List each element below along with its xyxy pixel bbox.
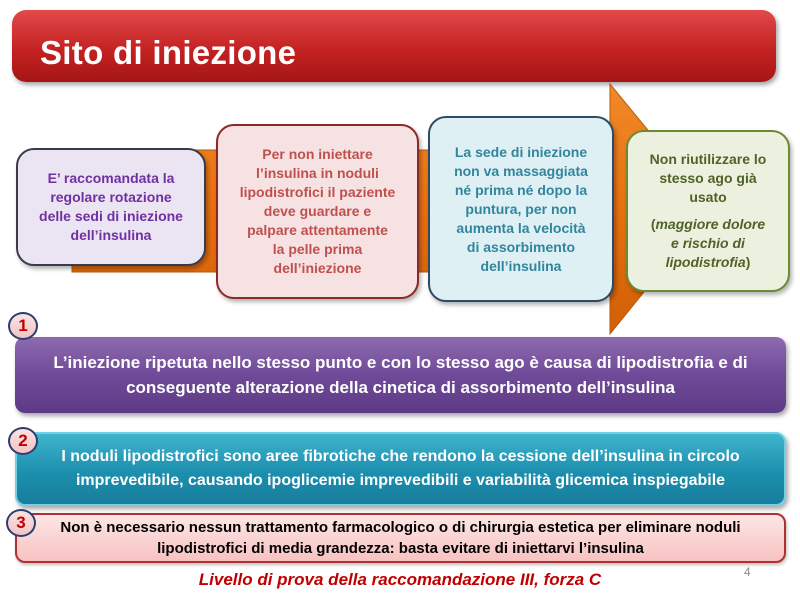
step-3-line: puntura, per non	[465, 200, 577, 217]
step-4-line: Non riutilizzare lo	[649, 151, 767, 167]
step-box-palpate	[216, 124, 419, 299]
slide-title: Sito di iniezione	[40, 34, 297, 71]
step-3-line: né prima né dopo la	[454, 181, 588, 198]
step-box-no-massage	[428, 116, 614, 302]
step-2-line: Per non iniettare	[262, 146, 373, 162]
step-2-line: la pelle prima	[272, 241, 363, 257]
step-3-line: aumenta la velocità	[456, 219, 586, 236]
statement-3-text: Non è necessario nessun trattamento farmacologico o di chirurgia estetica per eliminare noduli lipodistrofici di media grandezza: basta evitare di iniettarvi l’insulina	[60, 519, 741, 557]
step-4-line: usato	[689, 189, 727, 205]
statement-1-bar	[15, 337, 786, 413]
step-4-note: lipodistrofia	[665, 254, 746, 270]
note-open-paren: (	[650, 216, 656, 232]
step-2-line: dell’iniezione	[273, 260, 362, 276]
statement-1-text: L’iniezione ripetuta nello stesso punto e con lo stesso ago è causa di lipodistrofia e di conseguente alterazione della cinetica di assorbimento dell’insulina	[53, 353, 748, 397]
step-box-no-reuse-needle	[626, 130, 790, 292]
evidence-level-footer: Livello di prova della raccomandazione III, forza C	[198, 570, 602, 589]
step-2-line: l’insulina in noduli	[256, 165, 379, 181]
step-3-line: La sede di iniezione	[454, 143, 588, 160]
step-box-rotation	[16, 148, 206, 266]
step-4-line: stesso ago già	[659, 170, 757, 186]
step-1-line: delle sedi di iniezione	[39, 208, 183, 224]
step-1-line: E’ raccomandata la	[47, 170, 175, 186]
step-4-note-line	[651, 215, 765, 234]
statement-3-number-badge: 3	[6, 509, 36, 537]
step-4-note: maggiore dolore	[655, 216, 766, 232]
step-3-line: non va massaggiata	[454, 162, 588, 179]
step-3-line: dell’insulina	[480, 257, 562, 274]
step-2-line: deve guardare e	[263, 203, 372, 219]
step-3-line: di assorbimento	[466, 238, 576, 255]
step-2-line: lipodistrofici il paziente	[239, 184, 396, 200]
step-4-note-line	[666, 253, 751, 272]
statement-2-bar	[15, 432, 786, 506]
step-2-line: palpare attentamente	[247, 222, 388, 238]
statement-3-bar	[15, 513, 786, 563]
step-1-line: regolare rotazione	[50, 189, 172, 205]
note-close-paren: )	[745, 254, 751, 270]
page-number: 4	[744, 565, 751, 579]
step-1-line: dell’insulina	[70, 227, 152, 243]
statement-2-text: I noduli lipodistrofici sono aree fibrotiche che rendono la cessione dell’insulina in circolo imprevedibile, causando ipoglicemie imprevedibili e variabilità glicemica inspiegabile	[61, 448, 740, 489]
step-4-note: e rischio di	[671, 235, 745, 251]
statement-2-number-badge: 2	[8, 427, 38, 455]
statement-1-number-badge: 1	[8, 312, 38, 340]
